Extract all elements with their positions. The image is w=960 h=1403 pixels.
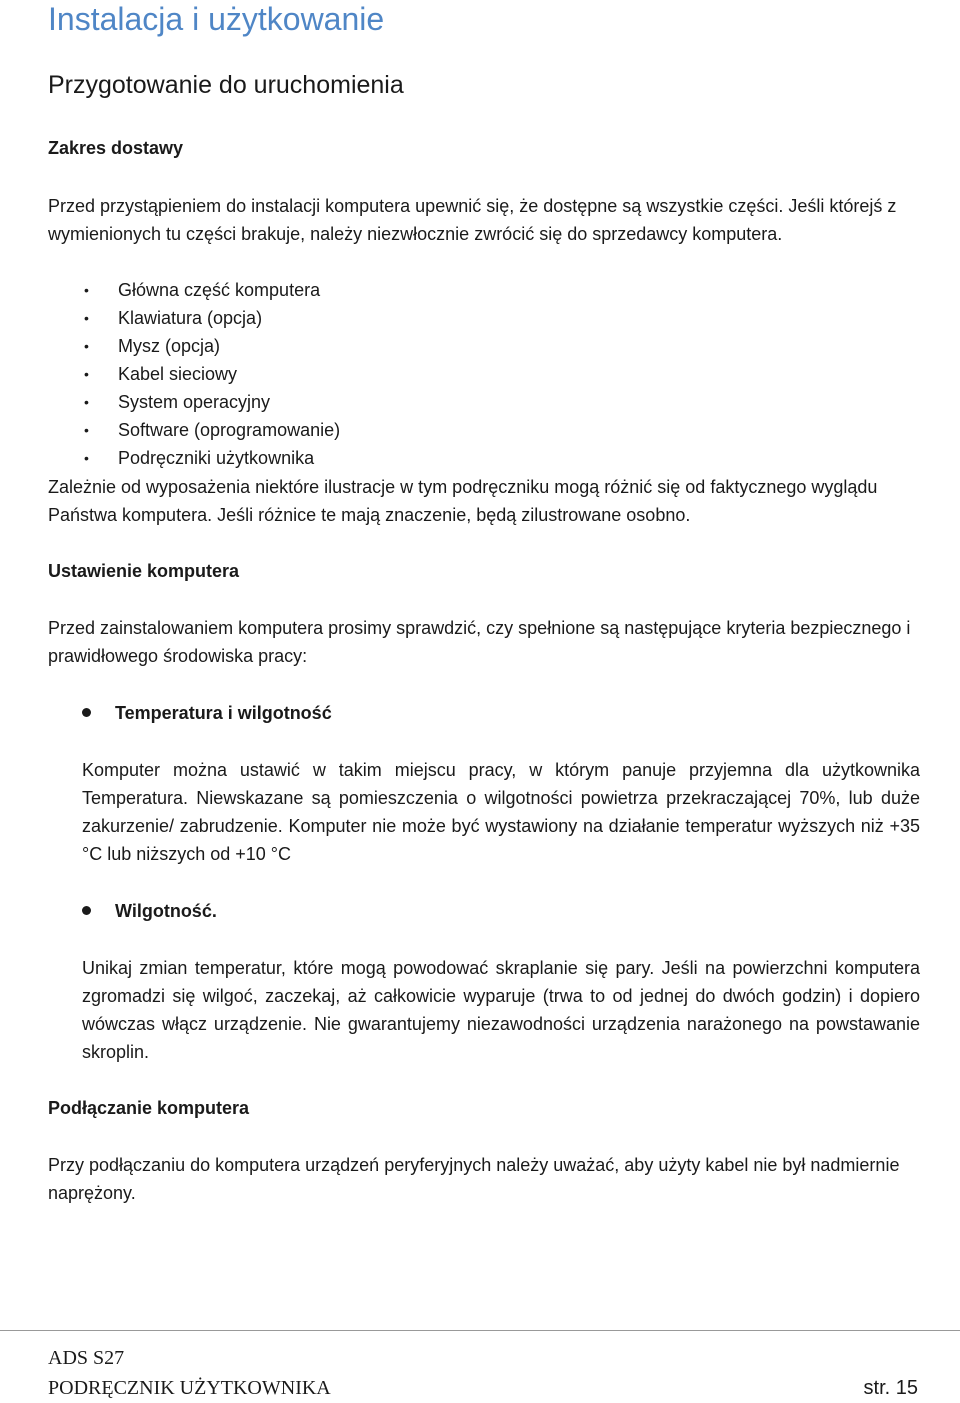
temperature-text: Komputer można ustawić w takim miejscu pracy, w którym panuje przyjemna dla użytkownika Temperatura. Niewskazane są pomieszczenia o wilgotności powietrza przekraczającej 70%, lub duże zakurzenie/ zabrudzenie. Komputer nie może być wystawiony na działanie temperatur wyższych niż +35 °C lub niższych od +10 °C (82, 760, 920, 864)
bullet-icon: • (84, 366, 89, 382)
list-item (80, 332, 340, 360)
footer-model: ADS S27 (48, 1347, 125, 1369)
delivery-note: Zależnie od wyposażenia niektóre ilustracje w tym podręczniku mogą różnić się od faktycznego wyglądu Państwa komputera. Jeśli różnice te mają znaczenie, będą zilustrowane osobno. (48, 477, 878, 525)
list-item (80, 388, 340, 416)
temperature-heading: Temperatura i wilgotność (115, 703, 332, 723)
list-item-label: System operacyjny (118, 392, 271, 412)
page-title: Instalacja i użytkowanie (48, 1, 385, 37)
humidity-bullet (82, 897, 217, 925)
bullet-icon: • (84, 450, 89, 466)
bullet-icon: • (84, 338, 89, 354)
footer-manual-title: PODRĘCZNIK UŻYTKOWNIKA (48, 1377, 331, 1399)
humidity-text: Unikaj zmian temperatur, które mogą powodować skraplanie się pary. Jeśli na powierzchni komputera zgromadzi się wilgoć, zaczekaj, aż całkowicie wyparuje (trwa to od jednej do dwóch godzin) i dopiero wówczas włącz urządzenie. Nie gwarantujemy niezawodności urządzenia narażonego na powstawanie skroplin. (82, 958, 920, 1062)
list-item-label: Klawiatura (opcja) (118, 308, 263, 328)
connect-heading: Podłączanie komputera (48, 1098, 250, 1118)
bullet-icon: • (84, 282, 89, 298)
section-title: Przygotowanie do uruchomienia (48, 71, 404, 99)
bullet-icon: • (84, 422, 89, 438)
delivery-items-list (80, 276, 340, 472)
bullet-icon: • (84, 394, 89, 410)
bullet-icon (82, 906, 91, 915)
list-item (80, 276, 340, 304)
bullet-icon (82, 708, 91, 717)
humidity-heading: Wilgotność. (115, 901, 217, 921)
list-item (80, 416, 340, 444)
page-number: str. 15 (863, 1377, 918, 1399)
list-item-label: Mysz (opcja) (118, 336, 221, 356)
list-item (80, 304, 340, 332)
list-item-label: Główna część komputera (118, 280, 321, 300)
list-item-label: Kabel sieciowy (118, 364, 238, 384)
delivery-heading: Zakres dostawy (48, 138, 184, 158)
footer-divider (0, 1330, 960, 1331)
bullet-icon: • (84, 310, 89, 326)
setup-heading: Ustawienie komputera (48, 561, 240, 581)
list-item-label: Podręczniki użytkownika (118, 448, 315, 468)
connect-text: Przy podłączaniu do komputera urządzeń peryferyjnych należy uważać, aby użyty kabel nie był nadmiernie naprężony. (48, 1155, 900, 1203)
list-item-label: Software (oprogramowanie) (118, 420, 341, 440)
list-item (80, 360, 340, 388)
temperature-bullet (82, 699, 332, 727)
setup-intro: Przed zainstalowaniem komputera prosimy sprawdzić, czy spełnione są następujące kryteria bezpiecznego i prawidłowego środowiska pracy: (48, 618, 911, 666)
list-item (80, 444, 340, 472)
delivery-intro: Przed przystąpieniem do instalacji komputera upewnić się, że dostępne są wszystkie części. Jeśli którejś z wymienionych tu części brakuje, należy niezwłocznie zwrócić się do sprzedawcy komputera. (48, 196, 897, 244)
